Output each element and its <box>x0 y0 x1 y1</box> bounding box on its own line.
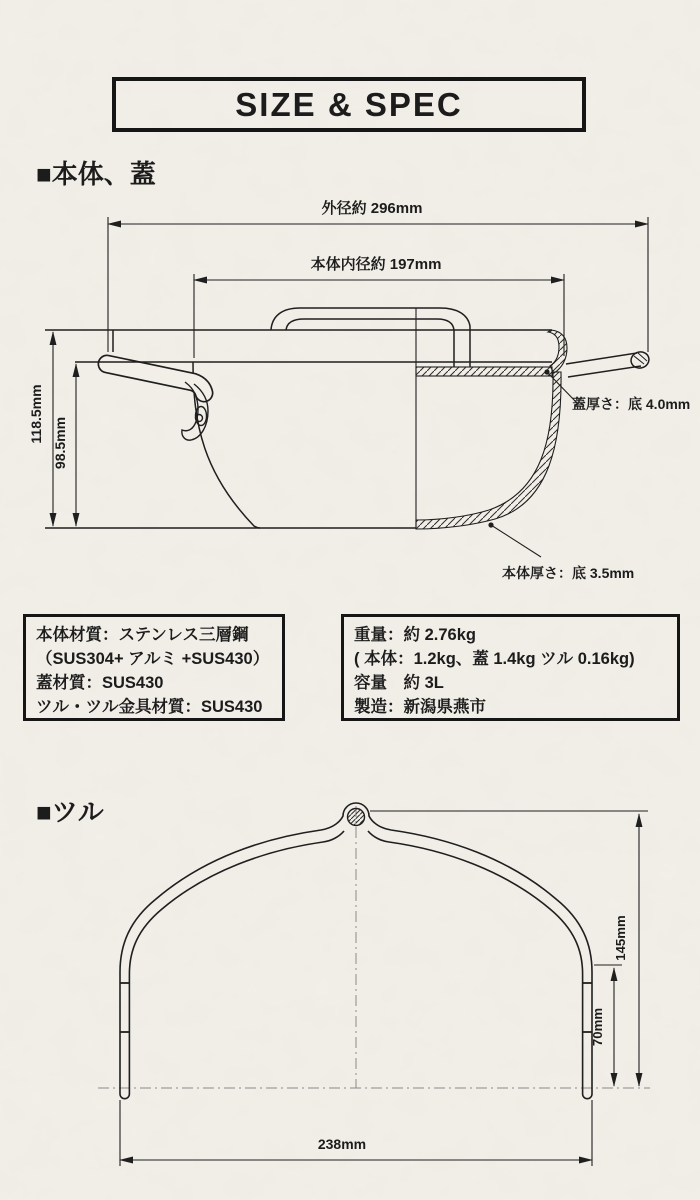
dim-outer-diameter-label: 外径約 296mm <box>321 200 423 217</box>
materials-line: 蓋材質：SUS430 <box>36 673 164 692</box>
materials-line: （SUS304+ アルミ +SUS430） <box>36 649 270 668</box>
dim-width-label: 238mm <box>317 1136 367 1152</box>
section-heading-body-lid: ■本体、蓋 <box>36 159 156 189</box>
dim-inner-depth-label: 98.5mm <box>52 416 68 470</box>
materials-line: ツル・ツル金具材質：SUS430 <box>36 697 263 716</box>
dim-inner-diameter-label: 本体内径約 197mm <box>310 256 442 273</box>
section-heading-tsuru: ■ツル <box>36 797 104 827</box>
page-title: SIZE & SPEC <box>235 85 463 123</box>
weight-line: 容量 約 3L <box>354 673 444 692</box>
title-box <box>112 77 586 132</box>
materials-spec-box <box>23 614 285 721</box>
weight-line: ( 本体：1.2kg、蓋 1.4kg ツル 0.16kg) <box>354 649 635 668</box>
wire-cross-section-circle <box>348 809 365 826</box>
materials-line: 本体材質：ステンレス三層鋼 <box>36 626 249 644</box>
lid-bottom-section <box>416 367 552 376</box>
weight-spec-box <box>341 614 680 721</box>
dim-height-label: 145mm <box>613 915 628 961</box>
weight-line: 重量：約 2.76kg <box>354 626 476 644</box>
lid-thickness-label: 蓋厚さ：底 4.0mm <box>572 396 691 412</box>
weight-line: 製造：新潟県燕市 <box>354 697 486 716</box>
body-thickness-label: 本体厚さ：底 3.5mm <box>502 565 635 581</box>
dim-fitting-label: 70mm <box>590 1007 605 1047</box>
dim-total-height-label: 118.5mm <box>28 384 44 444</box>
